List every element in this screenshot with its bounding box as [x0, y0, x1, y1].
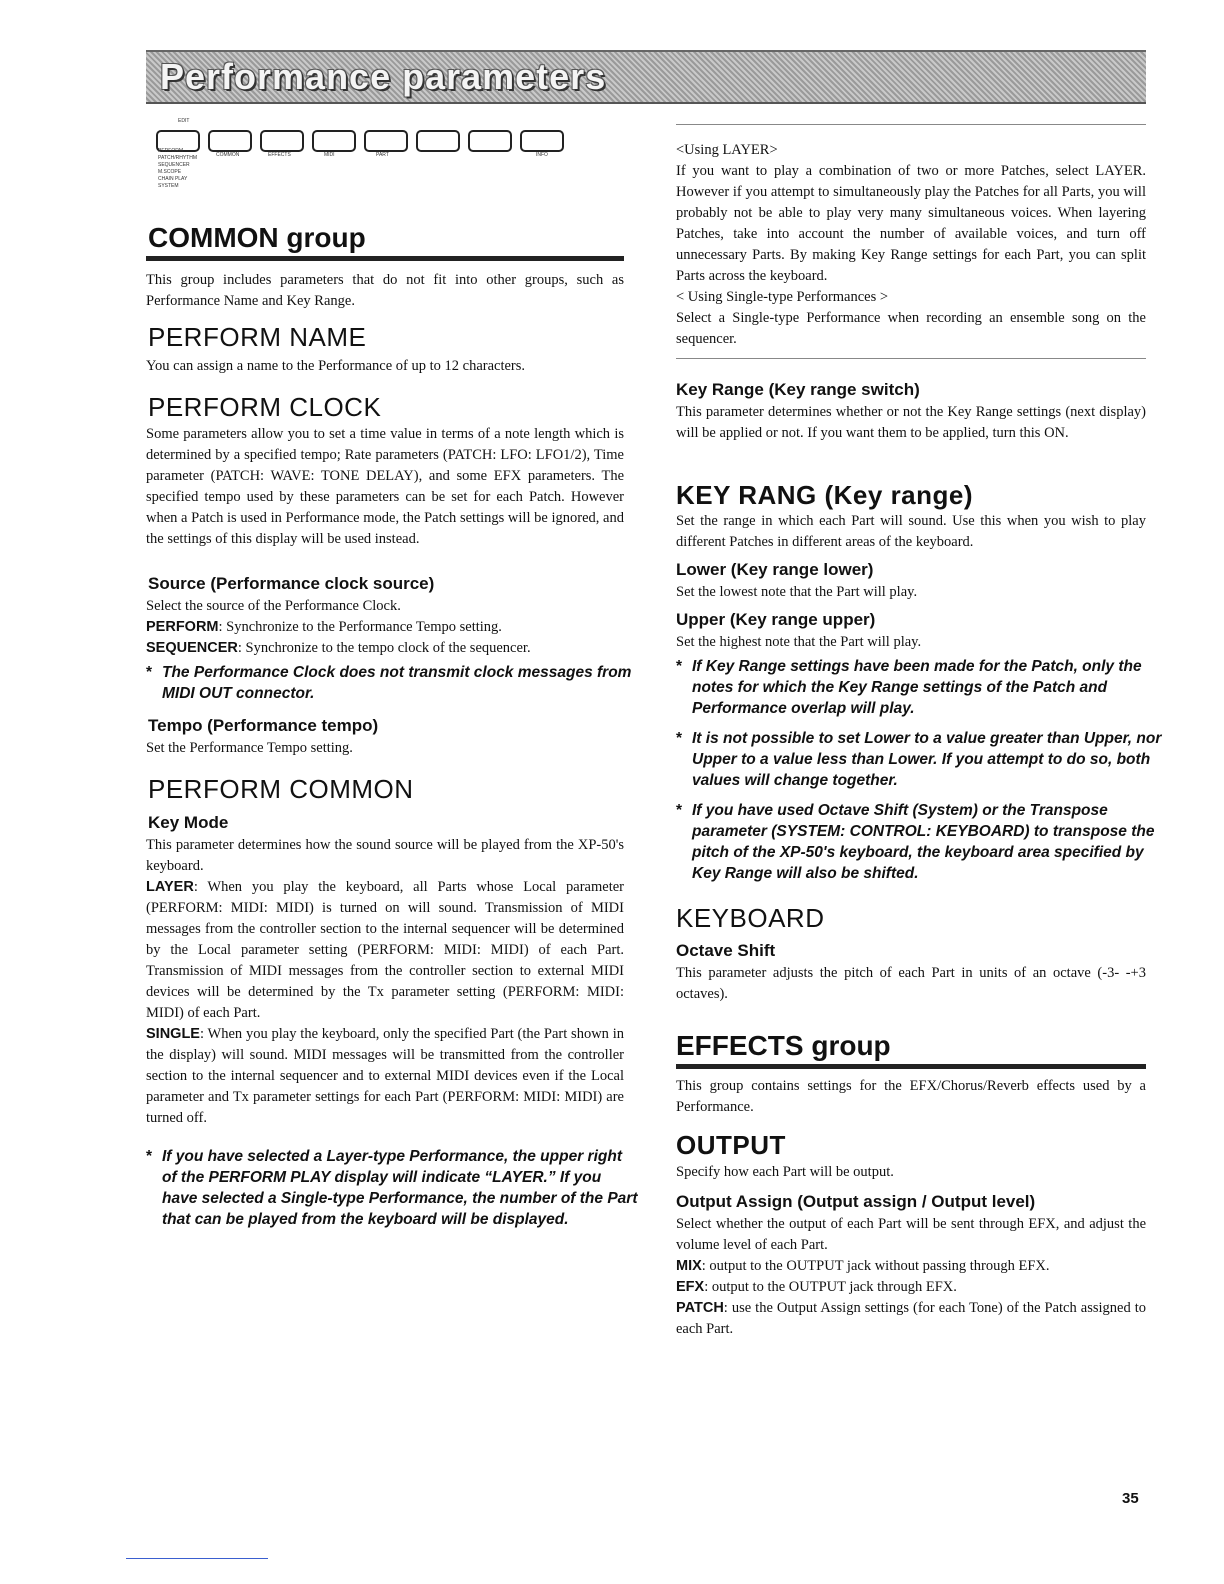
- note-bullet: *: [676, 730, 683, 747]
- box-bottom-rule: [676, 358, 1146, 359]
- key-mode-single: [146, 1024, 624, 1129]
- efx-text: : output to the OUTPUT jack through EFX.: [704, 1279, 957, 1295]
- key-mode-heading: Key Mode: [148, 813, 229, 832]
- clock-note: [146, 662, 640, 704]
- panel-button-label: COMMON: [216, 152, 240, 158]
- using-layer-heading: <Using LAYER>: [676, 142, 778, 158]
- common-group-title: COMMON group: [148, 222, 366, 253]
- source-sequencer-line: [146, 638, 624, 659]
- box-top-rule: [676, 124, 1146, 125]
- source-perform-line: [146, 617, 624, 638]
- upper-heading: Upper (Key range upper): [676, 610, 876, 629]
- keyword: MIX: [676, 1258, 702, 1274]
- perform-clock-text: Some parameters allow you to set a time value in terms of a note length which is determined by a specified tempo; Rate parameters (PATCH: LFO: LFO1/2), Time parameter (PATCH: WAVE: TONE DELAY), and some EFX parameters. The specified tempo used by these parameters can be set for each Patch. However when a Patch is used in Performance mode, the Patch settings will be ignored, and the settings of this display will be used instead.: [146, 426, 624, 547]
- upper-text: Set the highest note that the Part will play.: [676, 634, 922, 650]
- layer-text: : When you play the keyboard, all Parts whose Local parameter (PERFORM: MIDI: MIDI) is turned on will sound. Transmission of MIDI messages from the controller section to the internal sequencer will be determined by the Local parameter setting (PERFORM: MIDI: MIDI) of each Part. Transmission of MIDI messages from the controller section to external MIDI devices will be determined by the Tx parameter setting (PERFORM: MIDI: MIDI) of each Part.: [146, 879, 624, 1021]
- key-rang-text: Set the range in which each Part will sound. Use this when you wish to play different Patches in different areas of the keyboard.: [676, 513, 1146, 550]
- using-single-text: Select a Single-type Performance when recording an ensemble song on the sequencer.: [676, 310, 1146, 347]
- octave-shift-heading: Octave Shift: [676, 941, 776, 960]
- panel-button: [208, 130, 252, 152]
- key-range-note: [676, 656, 1162, 719]
- note-bullet: *: [146, 664, 153, 681]
- section-banner: [146, 50, 1146, 104]
- key-range-switch-heading: Key Range (Key range switch): [676, 380, 920, 399]
- using-single-heading: < Using Single-type Performances >: [676, 289, 889, 305]
- key-rang-heading: KEY RANG (Key range): [676, 480, 974, 510]
- clock-note-text: The Performance Clock does not transmit clock messages from MIDI OUT connector.: [162, 664, 632, 702]
- patch-text: : use the Output Assign settings (for each Tone) of the Patch assigned to each Part.: [676, 1300, 1146, 1337]
- panel-button: [416, 130, 460, 152]
- output-heading: OUTPUT: [676, 1130, 786, 1160]
- key-mode-text: This parameter determines how the sound source will be played from the XP-50's keyboard.: [146, 837, 624, 874]
- panel-button-label: PART: [376, 152, 389, 158]
- key-range-switch-text: This parameter determines whether or not the Key Range settings (next display) will be applied or not. If you want them to be applied, turn this ON.: [676, 404, 1146, 441]
- group-divider: [146, 256, 624, 261]
- common-group-text: This group includes parameters that do not fit into other groups, such as Performance Name and Key Range.: [146, 272, 624, 309]
- page-number: 35: [1122, 1490, 1139, 1507]
- key-mode-note: [146, 1146, 640, 1230]
- key-range-note-text: It is not possible to set Lower to a value greater than Upper, nor Upper to a value less than Lower. If you attempt to do so, both values will change together.: [692, 730, 1162, 789]
- output-efx-line: [676, 1277, 1146, 1298]
- note-bullet: *: [676, 658, 683, 675]
- panel-button: [520, 130, 564, 152]
- keyboard-heading: KEYBOARD: [676, 903, 825, 933]
- lower-text: Set the lowest note that the Part will play.: [676, 584, 918, 600]
- output-assign-text: Select whether the output of each Part will be sent through EFX, and adjust the volume level of each Part.: [676, 1216, 1146, 1253]
- output-patch-line: [676, 1298, 1146, 1340]
- key-range-note-text: If Key Range settings have been made for the Patch, only the notes for which the Key Range settings of the Patch and Performance overlap will play.: [692, 658, 1142, 717]
- tempo-text: Set the Performance Tempo setting.: [146, 740, 353, 756]
- footer-rule: [126, 1558, 268, 1559]
- note-bullet: *: [676, 802, 683, 819]
- keyword: PERFORM: [146, 619, 219, 635]
- tree-item: CHAIN PLAY: [158, 176, 188, 182]
- keyword: SEQUENCER: [146, 640, 238, 656]
- tree-item: SYSTEM: [158, 183, 179, 189]
- source-sequencer-text: : Synchronize to the tempo clock of the sequencer.: [237, 640, 531, 656]
- keyword: PATCH: [676, 1300, 724, 1316]
- keyword: LAYER: [146, 879, 194, 895]
- mix-text: : output to the OUTPUT jack without passing through EFX.: [701, 1258, 1050, 1274]
- panel-diagram: [152, 118, 582, 198]
- tree-item: PERFORM: [158, 148, 183, 154]
- panel-button-label: INFO: [536, 152, 548, 158]
- key-mode-note-text: If you have selected a Layer-type Performance, the upper right of the PERFORM PLAY display will indicate “LAYER.” If you have selected a Single-type Performance, the number of the Part that can be played from the keyboard will be displayed.: [162, 1148, 638, 1228]
- edit-label: EDIT: [178, 118, 190, 124]
- output-assign-heading: Output Assign (Output assign / Output level): [676, 1192, 1036, 1211]
- source-perform-text: : Synchronize to the Performance Tempo setting.: [218, 619, 502, 635]
- panel-button: [364, 130, 408, 152]
- note-bullet: *: [146, 1148, 153, 1165]
- perform-name-text: You can assign a name to the Performance of up to 12 characters.: [146, 358, 526, 374]
- panel-button: [260, 130, 304, 152]
- key-range-note: [676, 728, 1162, 791]
- panel-button-label: MIDI: [324, 152, 335, 158]
- panel-button-label: EFFECTS: [268, 152, 291, 158]
- page-title: Performance parameters: [160, 56, 607, 97]
- output-mix-line: [676, 1256, 1146, 1277]
- lower-heading: Lower (Key range lower): [676, 560, 874, 579]
- perform-name-heading: PERFORM NAME: [148, 322, 367, 352]
- tempo-heading: Tempo (Performance tempo): [148, 716, 379, 735]
- panel-button: [312, 130, 356, 152]
- output-text: Specify how each Part will be output.: [676, 1164, 894, 1180]
- tree-item: M.SCOPE: [158, 169, 182, 175]
- tree-item: PATCH/RHYTHM: [158, 155, 197, 161]
- keyword: EFX: [676, 1279, 705, 1295]
- group-divider: [676, 1064, 1146, 1069]
- effects-group-title: EFFECTS group: [676, 1030, 891, 1061]
- source-text: Select the source of the Performance Clock.: [146, 598, 401, 614]
- single-text: : When you play the keyboard, only the specified Part (the Part shown in the display) will sound. MIDI messages will be transmitted from the controller section to the internal sequencer and to external MIDI devices even if the Local parameter and Tx parameter settings for each Part (PERFORM: MIDI: MIDI) are turned off.: [146, 1026, 624, 1126]
- key-range-note: [676, 800, 1162, 884]
- source-heading: Source (Performance clock source): [148, 574, 435, 593]
- perform-clock-heading: PERFORM CLOCK: [148, 392, 382, 422]
- keyword: SINGLE: [146, 1026, 200, 1042]
- perform-common-heading: PERFORM COMMON: [148, 774, 414, 804]
- using-layer-text: If you want to play a combination of two or more Patches, select LAYER. However if you attempt to simultaneously play the Patches for all Parts, you will probably not be able to play very many simultaneous voices. When layering Patches, take into account the number of available voices, and turn off unnecessary Parts. By making Key Range settings for each Part, you can split Parts across the keyboard.: [676, 163, 1146, 284]
- key-mode-layer: [146, 877, 624, 1024]
- tree-item: SEQUENCER: [158, 162, 190, 168]
- key-range-note-text: If you have used Octave Shift (System) or the Transpose parameter (SYSTEM: CONTROL: KEYBOARD) to transpose the pitch of the XP-50's keyboard, the keyboard area specified by Key Range will also be shifted.: [692, 802, 1155, 882]
- panel-button: [468, 130, 512, 152]
- mode-tree: [158, 148, 197, 190]
- effects-group-text: This group contains settings for the EFX/Chorus/Reverb effects used by a Performance.: [676, 1078, 1146, 1115]
- octave-shift-text: This parameter adjusts the pitch of each Part in units of an octave (-3- -+3 octaves).: [676, 965, 1146, 1002]
